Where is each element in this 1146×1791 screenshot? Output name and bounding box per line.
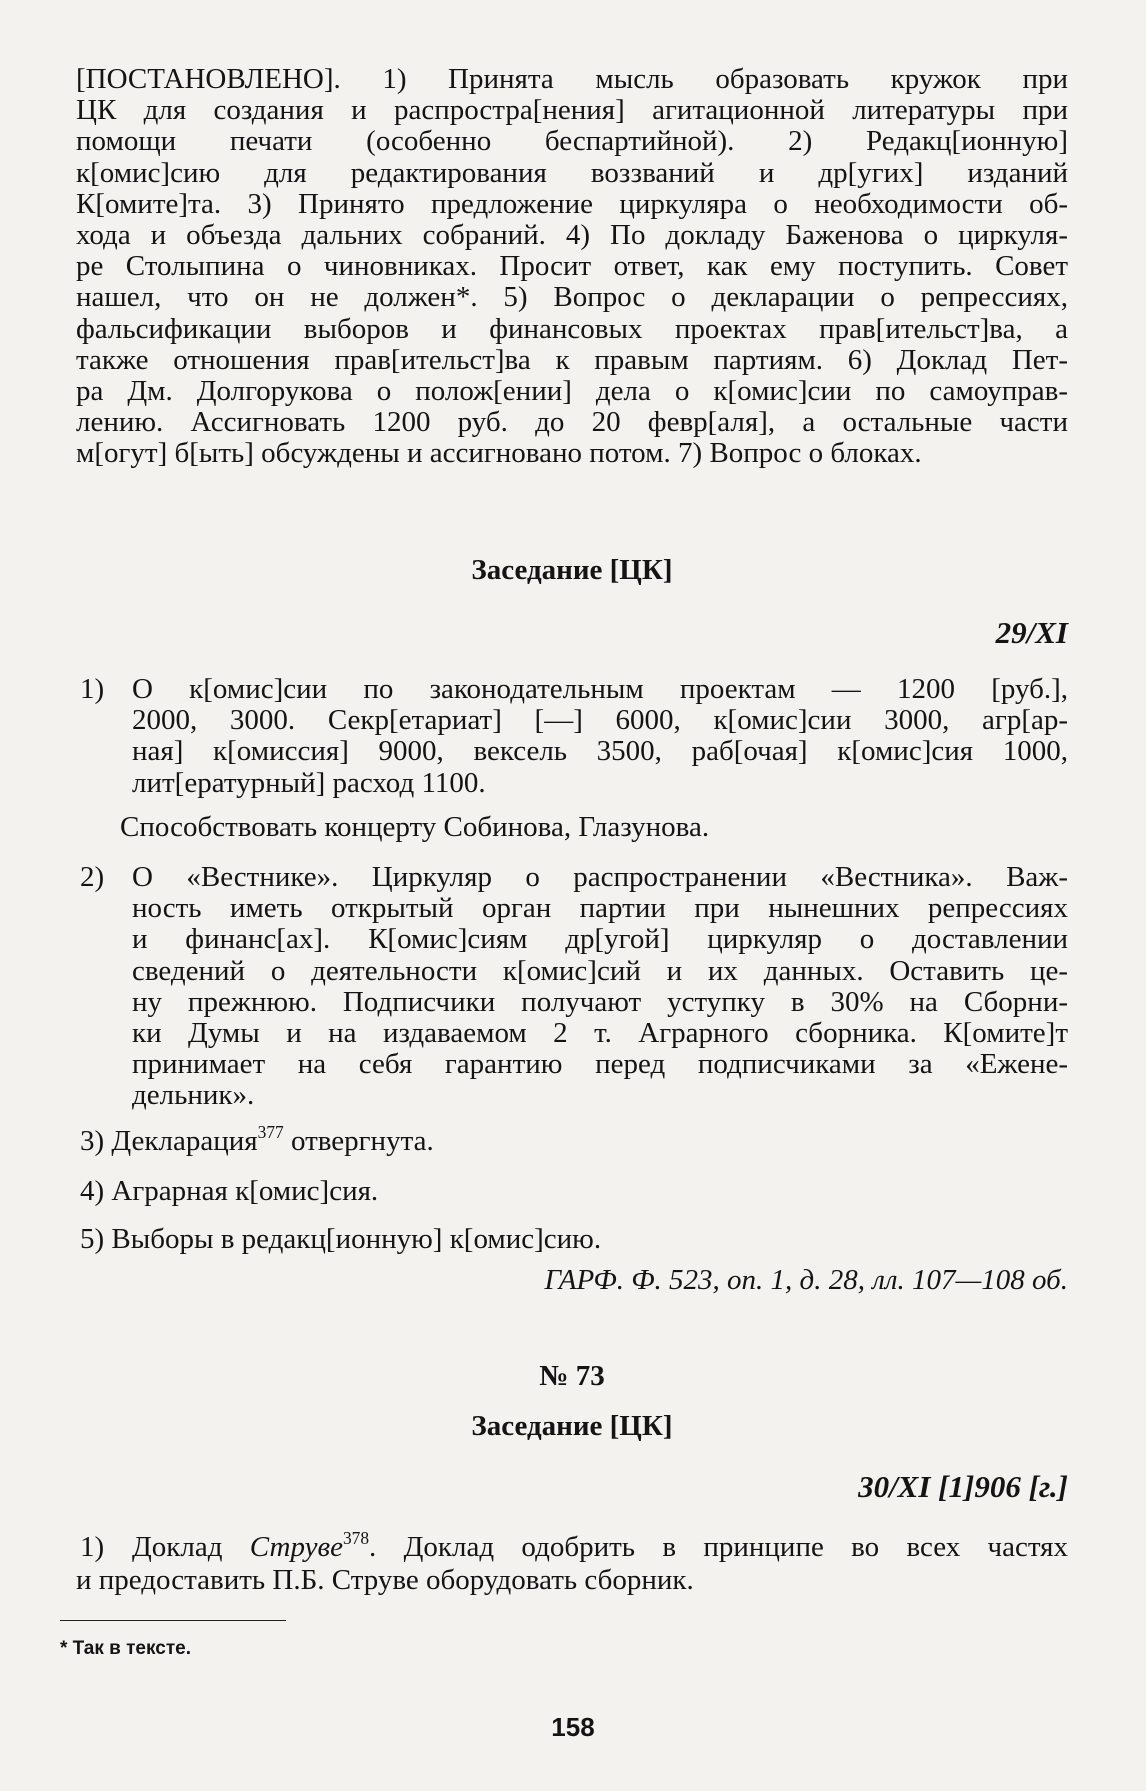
text-line: сведений о деятельности к[омис]сий и их данных. Оставить це- — [132, 955, 1068, 987]
item-number: 5) — [80, 1223, 105, 1255]
text-line: дельник». — [132, 1080, 255, 1112]
item-number: 3) — [80, 1125, 105, 1157]
text-line: ная] к[омиссия] 9000, вексель 3500, раб[очая] к[омис]сия 1000, — [132, 736, 1068, 768]
text-line: лит[ературный] расход 1100. — [132, 767, 486, 799]
agenda-item-3 — [80, 1121, 434, 1157]
text-line: м[огут] б[ыть] обсуждены и ассигновано потом. 7) Вопрос о блоках. — [76, 438, 922, 470]
text-line: принимает на себя гарантию перед подписчиками за «Еженe- — [132, 1049, 1068, 1081]
item-number: 1) — [80, 673, 105, 705]
text-line: нашел, что он не должен*. 5) Вопрос о декларации о репрессиях, — [76, 282, 1068, 314]
text-line: Доклад Струве$^{378}$. Доклад одобрить в принципе во всех частях — [132, 1532, 1068, 1563]
item-number: 2) — [80, 861, 105, 893]
text-line: ну прежнюю. Подписчики получают уступку в 30% на Сборни- — [132, 986, 1068, 1018]
agenda-item-5 — [80, 1224, 601, 1255]
struve-name: Струве — [249, 1532, 343, 1563]
meeting-date: 30/XI [1]906 [г.] — [858, 1469, 1068, 1504]
meeting-heading: Заседание [ЦК] — [471, 1410, 673, 1442]
agenda-item-2 — [76, 862, 1068, 1112]
agenda-item-4 — [80, 1176, 378, 1207]
text-line: к[омис]сию для редактирования воззваний и др[угих] изданий — [76, 157, 1068, 189]
document-number: № 73 — [539, 1360, 605, 1392]
resolution-paragraph — [76, 64, 1068, 470]
text-line: ра Дм. Долгорукова о полож[ении] дела о к[омис]сии по самоуправ- — [76, 376, 1068, 408]
text-line: ность иметь открытый орган партии при нынешних репрессиях — [132, 893, 1068, 925]
concert-note: Способствовать концерту Собинова, Глазунова. — [120, 811, 710, 843]
text-line: ре Столыпина о чиновниках. Просит ответ, как ему поступить. Совет — [76, 251, 1068, 283]
item-text: Декларация — [111, 1125, 258, 1157]
meeting-heading: Заседание [ЦК] — [471, 554, 673, 586]
text-line: [ПОСТАНОВЛЕНО]. 1) Принята мысль образовать кружок при — [76, 64, 1068, 95]
text-line: К[омите]та. 3) Принято предложение циркуляра о необходимости об- — [76, 188, 1068, 220]
item-text: Аграрная к[омис]сия. — [111, 1175, 379, 1207]
text-line: ЦК для создания и распростра[нения] агитационной литературы при — [76, 95, 1068, 127]
text-line: О «Вестнике». Циркуляр о распространении «Вестника». Важ- — [132, 862, 1068, 893]
text-line: О к[омис]сии по законодательным проектам — 1200 [руб.], — [132, 674, 1068, 705]
text-line: и предоставить П.Б. Струве оборудовать сборник. — [76, 1564, 694, 1596]
agenda-item-1 — [76, 1532, 1068, 1563]
meeting-date: 29/XI — [995, 615, 1068, 650]
item-number: 1) — [80, 1531, 105, 1563]
footnote-ref: 378 — [342, 1532, 370, 1548]
text-line: хода и объезда дальних собраний. 4) По докладу Баженова о циркуля- — [76, 220, 1068, 252]
text-line: 2000, 3000. Секр[етариат] [—] 6000, к[омис]сии 3000, агр[ар- — [132, 705, 1068, 737]
archive-source: ГАРФ. Ф. 523, оп. 1, д. 28, лл. 107—108 об. — [544, 1264, 1068, 1296]
text-line: фальсификации выборов и финансовых проектах прав[ительст]ва, а — [76, 313, 1068, 345]
text-line: также отношения прав[ительст]ва к правым партиям. 6) Доклад Пет- — [76, 344, 1068, 376]
item-number: 4) — [80, 1175, 105, 1207]
item-text-tail: отвергнута. — [283, 1125, 434, 1157]
footnote-divider — [60, 1620, 286, 1621]
text-line: ки Думы и на издаваемом 2 т. Аграрного сборника. К[омите]т — [132, 1018, 1068, 1050]
agenda-item-1 — [76, 674, 1068, 799]
text-line: помощи печати (особенно беспартийной). 2) Редакц[ионную] — [76, 126, 1068, 158]
item-text: Выборы в редакц[ионную] к[омис]сию. — [111, 1223, 602, 1255]
footnote-ref: 377 — [257, 1121, 284, 1142]
text-line: и финанс[ах]. К[омис]сиям др[угой] циркуляр о доставлении — [132, 924, 1068, 956]
footnote: * Так в тексте. — [60, 1638, 191, 1659]
text-line: лению. Ассигновать 1200 руб. до 20 февр[аля], а остальные части — [76, 407, 1068, 439]
page-number: 158 — [551, 1712, 595, 1742]
